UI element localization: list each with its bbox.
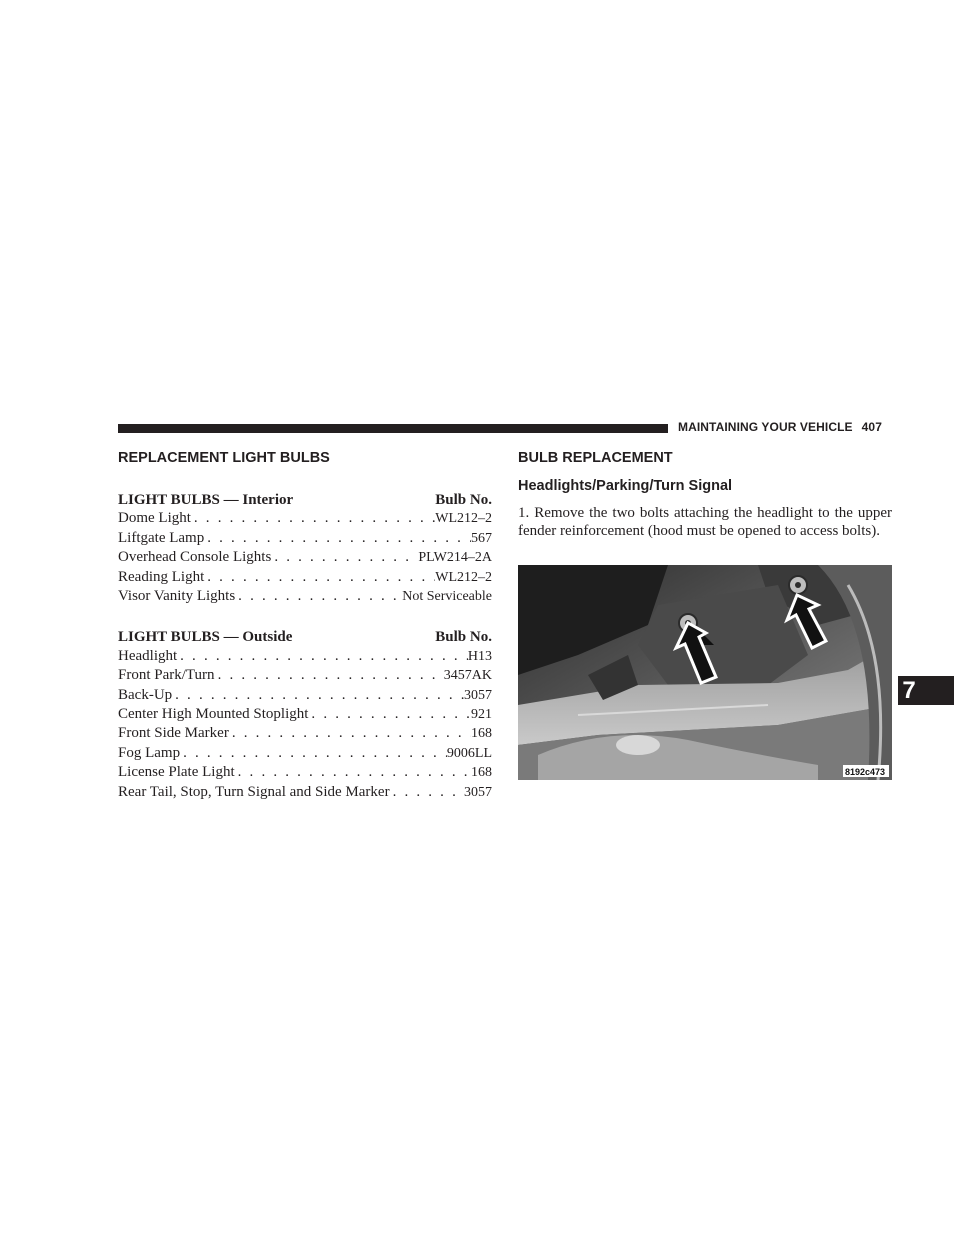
- outside-bulb-table: [118, 628, 492, 802]
- header-rule: [118, 424, 668, 433]
- bulb-number: 168: [471, 765, 492, 781]
- headlight-bolts-photo: [518, 565, 892, 780]
- bulb-location: Visor Vanity Lights: [118, 588, 236, 605]
- header-section: MAINTAINING YOUR VEHICLE: [678, 420, 853, 434]
- dot-leader: [215, 666, 444, 684]
- bulb-location: Reading Light: [118, 568, 205, 585]
- bulb-location: Back-Up: [118, 686, 173, 703]
- interior-heading: LIGHT BULBS — Interior: [118, 492, 294, 508]
- bulb-number: 3057: [464, 784, 492, 800]
- outside-table-header: [118, 628, 492, 646]
- bulb-number: WL212–2: [435, 569, 492, 585]
- chapter-number: 7: [902, 677, 916, 704]
- photo-illustration: [518, 565, 892, 780]
- table-row: [118, 763, 492, 782]
- bulb-number: 3057: [464, 687, 492, 703]
- table-row: [118, 587, 492, 606]
- dot-leader: [180, 744, 447, 762]
- bulb-location: Front Side Marker: [118, 725, 229, 742]
- interior-bulb-no-heading: Bulb No.: [435, 492, 492, 508]
- bulb-location: Front Park/Turn: [118, 667, 215, 684]
- table-row: [118, 548, 492, 567]
- table-row: [118, 509, 492, 528]
- table-row: [118, 647, 492, 666]
- running-header: [678, 420, 892, 434]
- interior-table-header: [118, 491, 492, 509]
- bulb-replacement-title: BULB REPLACEMENT: [518, 450, 673, 466]
- right-column: [518, 448, 892, 541]
- bulb-number: 9006LL: [446, 745, 492, 761]
- left-column: [118, 448, 492, 802]
- replacement-bulbs-title: REPLACEMENT LIGHT BULBS: [118, 450, 330, 466]
- dot-leader: [204, 529, 471, 547]
- bulb-location: Center High Mounted Stoplight: [118, 706, 309, 723]
- dot-leader: [204, 568, 435, 586]
- table-row: [118, 783, 492, 802]
- dot-leader: [229, 724, 471, 742]
- dot-leader: [172, 686, 464, 704]
- interior-bulb-table: [118, 491, 492, 606]
- bulb-number: 567: [471, 530, 492, 546]
- dot-leader: [271, 548, 418, 566]
- bulb-location: License Plate Light: [118, 764, 235, 781]
- table-row: [118, 666, 492, 685]
- bulb-location: Overhead Console Lights: [118, 549, 272, 566]
- outside-bulb-no-heading: Bulb No.: [435, 629, 492, 646]
- table-row: [118, 568, 492, 587]
- bulb-number: 921: [471, 707, 492, 723]
- chapter-tab: [898, 676, 954, 705]
- bulb-number: 168: [471, 726, 492, 742]
- bulb-number: WL212–2: [435, 511, 492, 527]
- step-1-text: 1. Remove the two bolts attaching the headlight to the upper fender reinforcement (hood must be opened to access bolts).: [518, 505, 892, 540]
- bulb-location: Liftgate Lamp: [118, 529, 205, 546]
- bulb-number: PLW214–2A: [418, 550, 492, 566]
- bulb-location: Headlight: [118, 647, 178, 664]
- table-row: [118, 724, 492, 743]
- headlights-subtitle: Headlights/Parking/Turn Signal: [518, 478, 733, 494]
- bulb-location: Rear Tail, Stop, Turn Signal and Side Marker: [118, 783, 390, 800]
- bulb-location: Dome Light: [118, 510, 191, 527]
- bulb-number: H13: [467, 648, 492, 664]
- table-row: [118, 529, 492, 548]
- table-row: [118, 686, 492, 705]
- dot-leader: [308, 705, 471, 723]
- table-row: [118, 744, 492, 763]
- dot-leader: [191, 509, 435, 527]
- dot-leader: [235, 587, 402, 605]
- bulb-location: Fog Lamp: [118, 744, 181, 761]
- figure-code: 8192c473: [845, 767, 886, 777]
- bulb-number: 3457AK: [443, 668, 492, 684]
- dot-leader: [177, 647, 468, 665]
- bulb-number: Not Serviceable: [402, 589, 492, 605]
- dot-leader: [390, 783, 464, 801]
- outside-heading: LIGHT BULBS — Outside: [118, 629, 293, 646]
- dot-leader: [235, 763, 471, 781]
- page-number: 407: [861, 420, 882, 434]
- table-row: [118, 705, 492, 724]
